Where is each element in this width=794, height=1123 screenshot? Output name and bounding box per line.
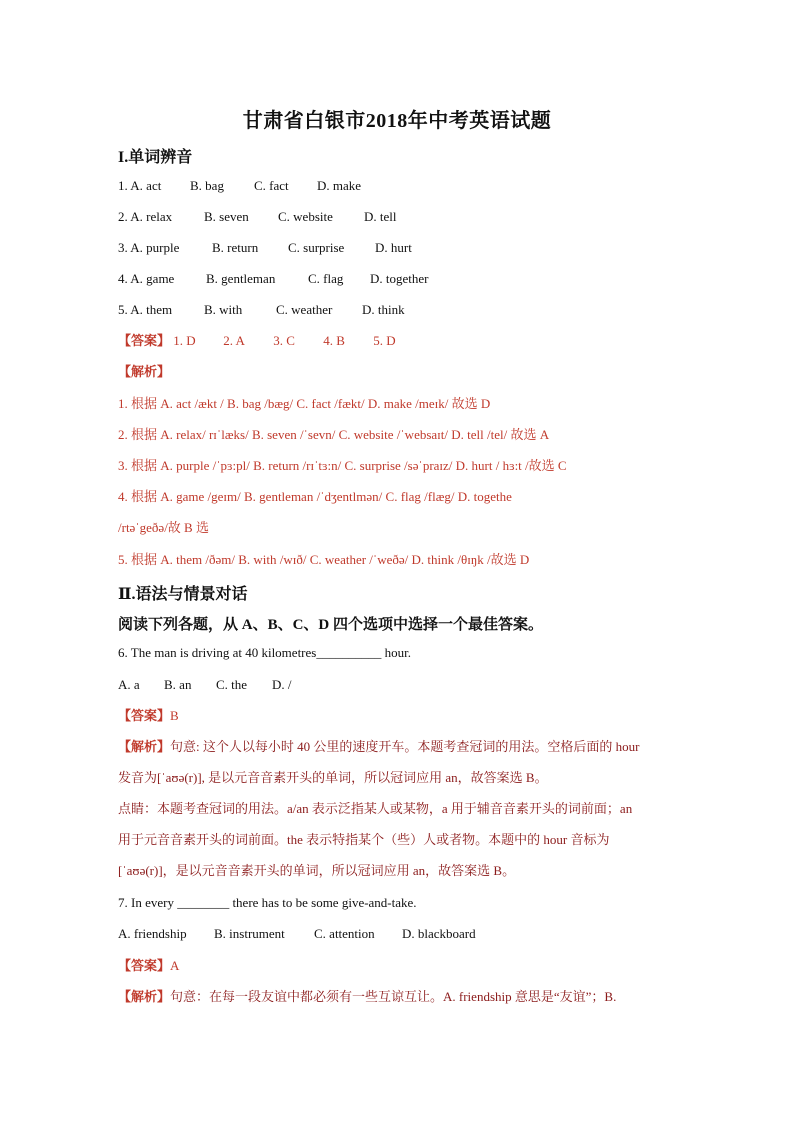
analysis-line-1: 1. 根据 A. act /ækt / B. bag /bæg/ C. fact /fækt/ D. make /meɪk/ 故选 D xyxy=(118,396,491,411)
section1-answers: 【答案】 1. D 2. A 3. C 4. B 5. D xyxy=(118,333,396,348)
section1-analysis-label: 【解析】 xyxy=(118,364,171,379)
question-1: 1. A. act B. bag C. fact D. make xyxy=(118,178,362,193)
question-3: 3. A. purple B. return C. surprise D. hurt xyxy=(118,240,412,255)
question-6-analysis-1: 【解析】句意: 这个人以每小时 40 公里的速度开车。本题考查冠词的用法。空格后面的 hour xyxy=(118,739,640,754)
question-6-hint-1: 点睛：本题考查冠词的用法。a/an 表示泛指某人或某物，a 用于辅音音素开头的词前面；an xyxy=(118,801,633,816)
page-title: 甘肃省白银市2018年中考英语试题 xyxy=(242,110,552,132)
question-7-analysis-1: 【解析】句意：在每一段友谊中都必须有一些互谅互让。A. friendship 意思是“友谊”；B. xyxy=(118,989,617,1004)
analysis-line-5: 5. 根据 A. them /ðəm/ B. with /wɪð/ C. weather /ˈweðə/ D. think /θɪŋk /故选 D xyxy=(118,552,530,567)
question-7-answer: 【答案】A xyxy=(118,958,180,973)
question-6-answer: 【答案】B xyxy=(118,708,179,723)
analysis-line-4b: /rtəˈgeðə/故 B 选 xyxy=(118,520,209,535)
analysis-line-4: 4. 根据 A. game /geɪm/ B. gentleman /ˈdʒentlmən/ C. flag /flæg/ D. togethe xyxy=(118,489,512,504)
question-4: 4. A. game B. gentleman C. flag D. together xyxy=(118,271,429,286)
question-6-options: A. a B. an C. the D. / xyxy=(118,677,292,692)
question-6-stem: 6. The man is driving at 40 kilometres__________ hour. xyxy=(118,645,411,660)
question-7-options: A. friendship B. instrument C. attention D. blackboard xyxy=(118,926,476,941)
analysis-line-2: 2. 根据 A. relax/ rɪˈlæks/ B. seven /ˈsevn/ C. website /ˈwebsaɪt/ D. tell /tel/ 故选 A xyxy=(118,427,550,442)
question-6-hint-3: [ˈaʊə(r)]，是以元音音素开头的单词，所以冠词应用 an，故答案选 B。 xyxy=(118,863,516,878)
question-6-hint-2: 用于元音音素开头的词前面。the 表示特指某个（些）人或者物。本题中的 hour 音标为 xyxy=(118,832,610,847)
question-2: 2. A. relax B. seven C. website D. tell xyxy=(118,209,397,224)
section2-instruction: 阅读下列各题，从 A、B、C、D 四个选项中选择一个最佳答案。 xyxy=(118,617,544,633)
section2-heading: Ⅱ.语法与情景对话 xyxy=(118,586,248,603)
question-6-analysis-2: 发音为[ˈaʊə(r)], 是以元音音素开头的单词，所以冠词应用 an，故答案选 B。 xyxy=(118,770,548,785)
analysis-line-3: 3. 根据 A. purple /ˈpɜ:pl/ B. return /rɪˈtɜ:n/ C. surprise /səˈpraɪz/ D. hurt / hɜ:t /故选 C xyxy=(118,458,567,473)
question-7-stem: 7. In every ________ there has to be some give-and-take. xyxy=(118,895,417,910)
question-5: 5. A. them B. with C. weather D. think xyxy=(118,302,405,317)
section1-heading: I.单词辨音 xyxy=(118,149,193,166)
